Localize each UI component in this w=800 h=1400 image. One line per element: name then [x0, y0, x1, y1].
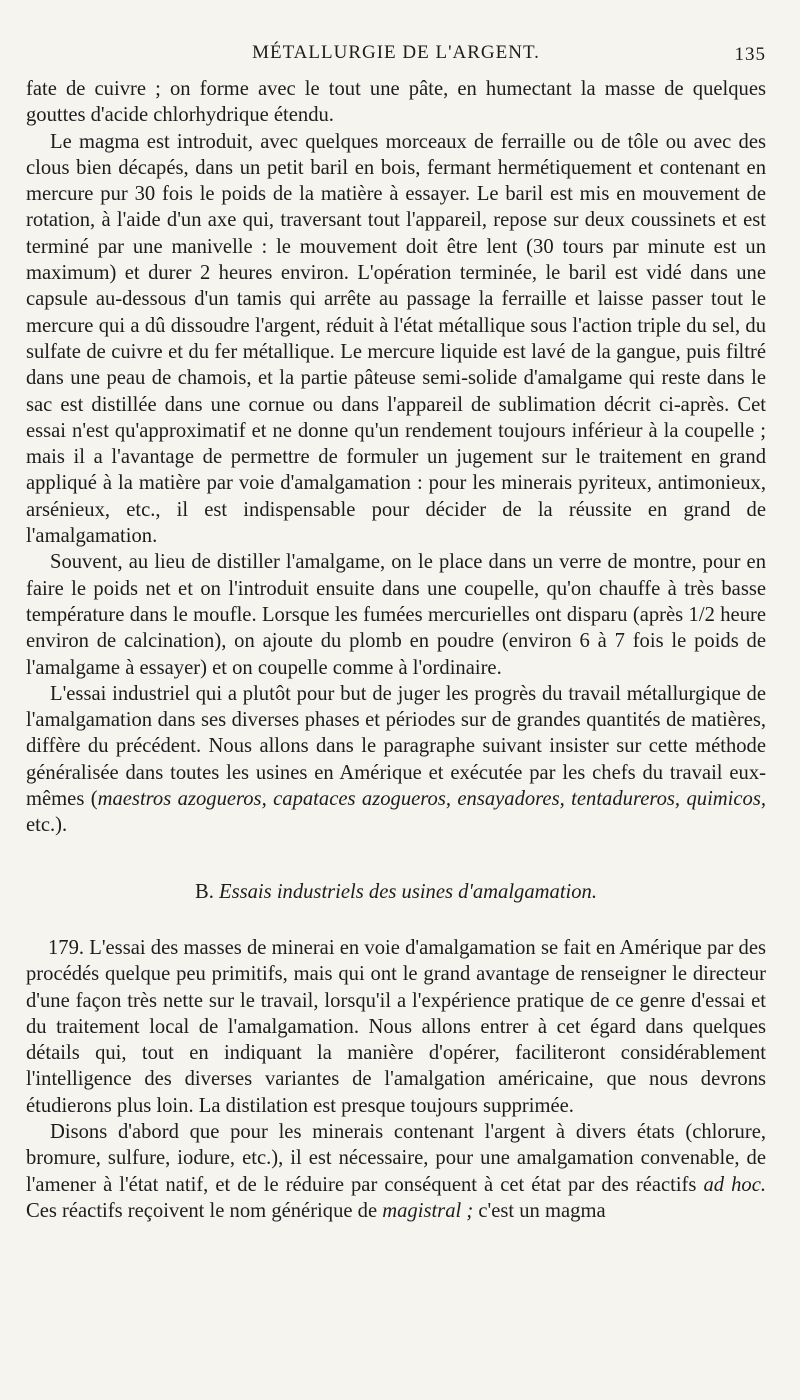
page-body	[26, 76, 766, 1224]
paragraph-industrial-assay	[26, 681, 766, 839]
section-title: Essais industriels des usines d'amalgamation.	[219, 880, 597, 903]
paragraph-magistral	[26, 1119, 766, 1224]
paragraph-text: L'essai industriel qui a plutôt pour but de juger les progrès du travail métallurgique de l'amalgamation dans ses diverses phases et périodes sur de grandes quantités de matières, diffère du précédent. Nous allons dans le paragraphe suivant insister sur cette méthode généralisée dans toutes les usines en Amérique et exécutée par les chefs du travail eux-mêmes (	[26, 682, 766, 811]
italic-terms: maestros azogueros, capataces azogueros, ensayadores, tentadureros, quimicos,	[97, 788, 766, 811]
paragraph-179: 179. L'essai des masses de minerai en voie d'amalgamation se fait en Amérique par des procédés quelque peu primitifs, mais qui ont le grand avantage de renseigner le directeur d'une façon très nette sur le travail, lorsqu'il a l'expérience pratique de ce genre d'essai et du traitement local de l'amalgamation. Nous allons entrer à cet égard dans quelques détails qui, tout en indiquant la manière d'opérer, faciliteront considérablement l'intelligence des diverses variantes de l'amalgation américaine, que nous devrons étudierons plus loin. La distilation est presque toujours supprimée.	[26, 936, 766, 1117]
italic-magistral: magistral ;	[382, 1199, 474, 1222]
running-title: MÉTALLURGIE DE L'ARGENT.	[252, 42, 540, 63]
section-heading	[26, 879, 766, 905]
running-header	[26, 42, 766, 72]
section-letter: B.	[194, 880, 220, 903]
paragraph-text: c'est un magma	[473, 1199, 606, 1222]
italic-ad-hoc: ad hoc.	[703, 1173, 767, 1196]
paragraph-magma-procedure: Le magma est introduit, avec quelques morceaux de ferraille ou de tôle ou avec des clous bien décapés, dans un petit baril en bois, fermant hermétiquement et contenant en mercure pur 30 fois le poids de la matière à essayer. Le baril est mis en mouvement de rotation, à l'aide d'un axe qui, traversant tout l'appareil, repose sur deux coussinets et est terminé par une manivelle : le mouvement doit être lent (30 tours par minute est un maximum) et durer 2 heures environ. L'opération terminée, le baril est vidé dans une capsule au-dessous d'un tamis qui arrête au passage la ferraille et laisse passer tout le mercure qui a dû dissoudre l'argent, réduit à l'état métallique sous l'action triple du sel, du sulfate de cuivre et du fer métallique. Le mercure liquide est lavé de la gangue, puis filtré dans une peau de chamois, et la partie pâteuse semi-solide d'amalgame qui reste dans le sac est distillée dans une cornue ou dans l'appareil de sublimation décrit ci-après. Cet essai n'est qu'approximatif et ne donne qu'un rendement toujours inférieur à la coupelle ; mais il a l'avantage de permettre de formuler un jugement sur le traitement en grand appliqué à la matière par voie d'amalgamation : pour les minerais pyriteux, antimonieux, arsénieux, etc., il est indispensable pour décider de la réussite en grand de l'amalgamation.	[26, 130, 766, 548]
paragraph-cupellation: Souvent, au lieu de distiller l'amalgame, on le place dans un verre de montre, pour en faire le poids net et on l'introduit ensuite dans une coupelle, qu'on chauffe à très basse température dans le moufle. Lorsque les fumées mercurielles ont disparu (après 1/2 heure environ de calcination), on ajoute du plomb en poudre (environ 6 à 7 fois le poids de l'amalgame à essayer) et on coupelle comme à l'ordinaire.	[26, 551, 766, 679]
paragraph-text: etc.).	[26, 814, 68, 837]
paragraph-text: Ces réactifs reçoivent le nom générique de	[26, 1199, 383, 1222]
page-number: 135	[734, 44, 766, 65]
paragraph-continuation: fate de cuivre ; on forme avec le tout une pâte, en humectant la masse de quelques gouttes d'acide chlorhydrique étendu.	[26, 78, 766, 127]
paragraph-text: Disons d'abord que pour les minerais contenant l'argent à divers états (chlorure, bromure, sulfure, iodure, etc.), il est nécessaire, pour une amalgamation convenable, de l'amener à l'état natif, et de le réduire par conséquent à cet état par des réactifs	[26, 1120, 766, 1196]
